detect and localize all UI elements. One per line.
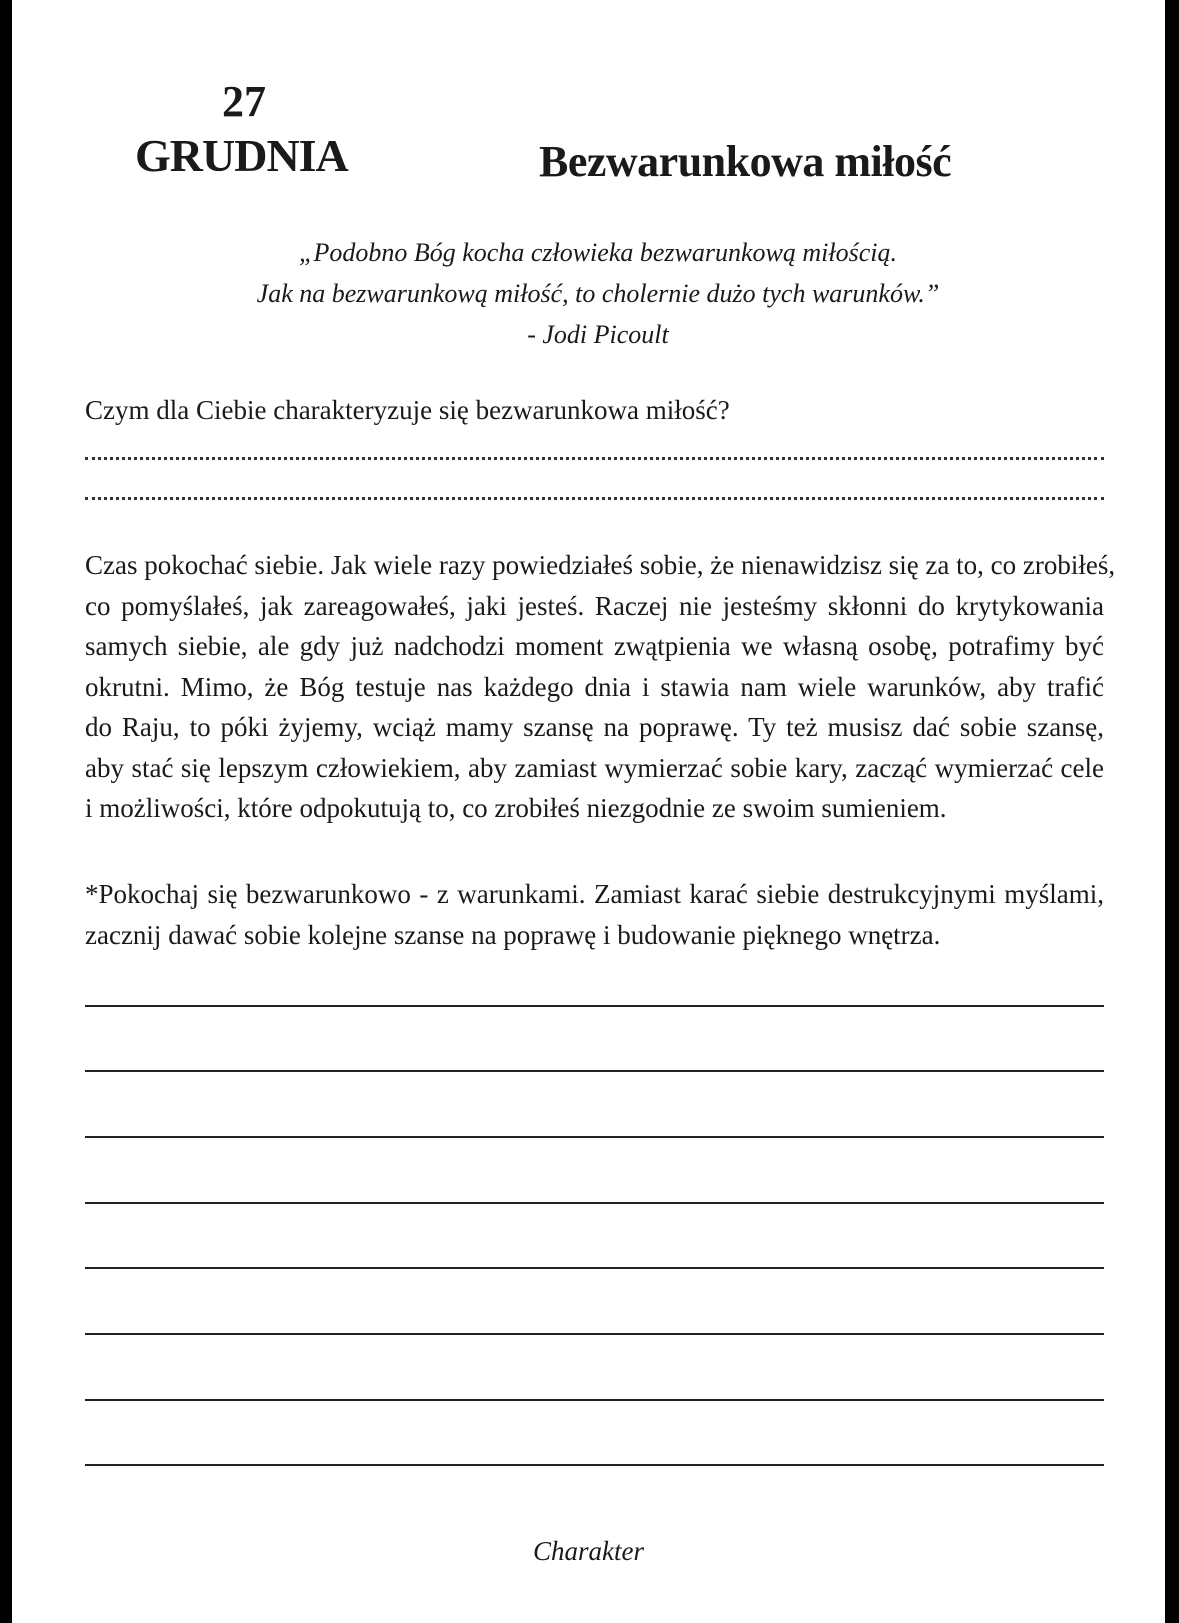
- body-line: do Raju, to póki żyjemy, wciąż mamy szansę na poprawę. Ty też musisz dać sobie szansę,: [85, 712, 1104, 742]
- writing-line-5: [85, 1267, 1104, 1269]
- body-line: co pomyślałeś, jak zareagowałeś, jaki jesteś. Raczej nie jesteśmy skłonni do krytykowania: [85, 590, 1104, 621]
- question-prompt: Czym dla Ciebie charakteryzuje się bezwarunkowa miłość?: [85, 395, 730, 425]
- quote-author: - Jodi Picoult: [527, 320, 669, 349]
- date-day: 27: [222, 77, 266, 126]
- note-paragraph: [85, 874, 1104, 955]
- body-line: okrutni. Mimo, że Bóg testuje nas każdego dnia i stawia nam wiele warunków, aby trafić: [85, 671, 1104, 702]
- quote-line-2: Jak na bezwarunkową miłość, to cholernie dużo tych warunków.”: [256, 279, 940, 308]
- quote-block: [92, 232, 1104, 355]
- date-month: GRUDNIA: [135, 130, 348, 181]
- body-line: i możliwości, które odpokutują to, co zrobiłeś niezgodnie ze swoim sumieniem.: [85, 793, 947, 823]
- body-line: samych siebie, ale gdy już nadchodzi moment zwątpienia we własną osobę, potrafimy być: [85, 631, 1104, 661]
- note-line: zacznij dawać sobie kolejne szanse na poprawę i budowanie pięknego wnętrza.: [85, 919, 941, 950]
- footer-category: Charakter: [533, 1536, 644, 1566]
- note-line: *Pokochaj się bezwarunkowo - z warunkami. Zamiast karać siebie destrukcyjnymi myślami,: [85, 879, 1104, 909]
- quote-line-1: „Podobno Bóg kocha człowieka bezwarunkową miłością.: [299, 238, 897, 267]
- body-line: aby stać się lepszym człowiekiem, aby zamiast wymierzać sobie kary, zacząć wymierzać cele: [85, 752, 1104, 783]
- writing-line-8: [85, 1464, 1104, 1466]
- answer-dotted-line-2: [85, 497, 1104, 500]
- writing-line-7: [85, 1399, 1104, 1401]
- journal-page: [12, 0, 1165, 1623]
- body-paragraph: [85, 545, 1116, 829]
- page-title: Bezwarunkowa miłość: [539, 137, 952, 186]
- writing-line-2: [85, 1070, 1104, 1072]
- answer-dotted-line-1: [85, 457, 1104, 460]
- writing-line-6: [85, 1333, 1104, 1335]
- writing-line-4: [85, 1202, 1104, 1204]
- writing-line-3: [85, 1136, 1104, 1138]
- writing-line-1: [85, 1005, 1104, 1007]
- body-line: Czas pokochać siebie. Jak wiele razy powiedziałeś sobie, że nienawidzisz się za to, co zrobiłeś,: [85, 550, 1116, 580]
